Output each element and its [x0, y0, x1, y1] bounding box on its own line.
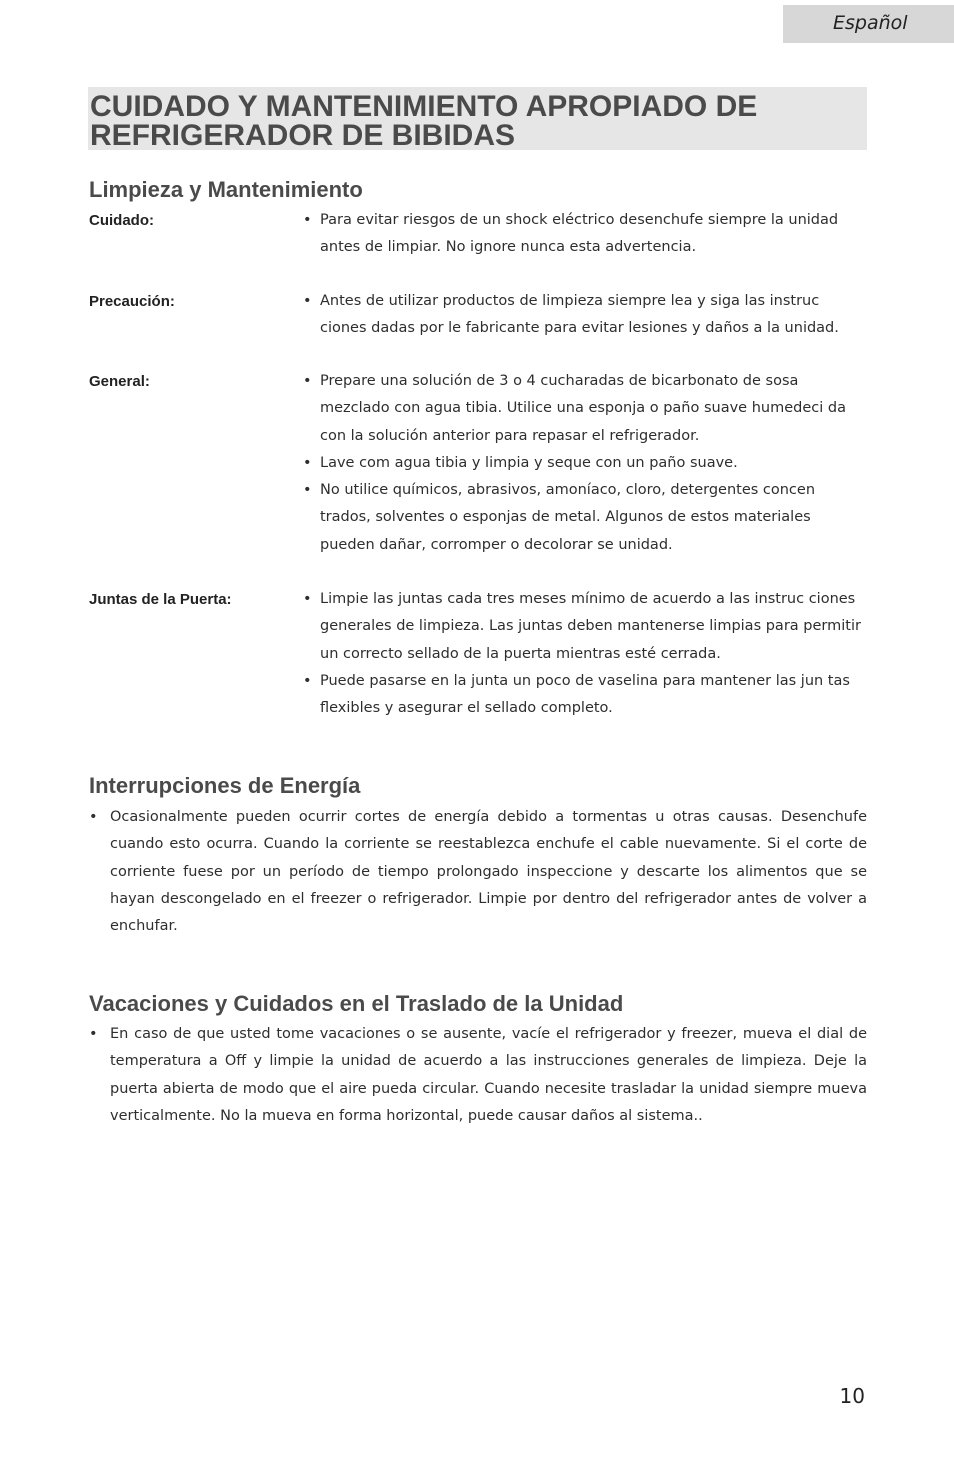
- power-paragraph: [89, 804, 867, 940]
- list-item: • Ocasionalmente pueden ocurrir cortes de energía debido a tormentas u otras causas. Desenchufe cuando esto ocurra. Cuando la corriente se reestablezca enchufe el cable nuevamente. Si el corte de corriente fuese por un período de tiempo prolongado inspeccione y descarte los alimentos que se hayan descongelado en el freezer o refrigerador. Limpie por dentro del refrigerador antes de volver a enchufar.: [89, 804, 867, 940]
- list-item: • Puede pasarse en la junta un poco de vaselina para mantener las jun tas flexibles y asegurar el sellado completo.: [303, 668, 863, 723]
- list-item: • Para evitar riesgos de un shock eléctrico desenchufe siempre la unidad antes de limpiar. No ignore nunca esta advertencia.: [303, 207, 863, 262]
- row-label-juntas: Juntas de la Puerta:: [89, 591, 232, 608]
- list-item: • Antes de utilizar productos de limpieza siempre lea y siga las instruc ciones dadas por le fabricante para evitar lesiones y daños a la unidad.: [303, 288, 863, 343]
- bullet-list-juntas: [303, 586, 863, 722]
- list-item: • No utilice químicos, abrasivos, amoníaco, cloro, detergentes concen trados, solventes o esponjas de metal. Algunos de estos materiales pueden dañar, corromper o decolorar se unidad.: [303, 477, 863, 559]
- list-item: • Lave com agua tibia y limpia y seque con un paño suave.: [303, 450, 863, 477]
- row-label-cuidado: Cuidado:: [89, 212, 154, 229]
- page-title: CUIDADO Y MANTENIMIENTO APROPIADO DE REFRIGERADOR DE BIBIDAS: [90, 90, 758, 152]
- list-item: • En caso de que usted tome vacaciones o se ausente, vacíe el refrigerador y freezer, mueva el dial de temperatura a Off y limpie la unidad de acuerdo a las instrucciones generales de limpieza. Deje la puerta abierta de modo que el aire pueda circular. Cuando necesite trasladar la unidad siempre mueva verticalmente. No la mueva en forma horizontal, puede causar daños al sistema..: [89, 1021, 867, 1130]
- bullet-list-general: [303, 368, 863, 559]
- list-item: • Prepare una solución de 3 o 4 cucharadas de bicarbonato de sosa mezclado con agua tibia. Utilice una esponja o paño suave humedeci da con la solución anterior para repasar el refrigerador.: [303, 368, 863, 450]
- vacation-paragraph: [89, 1021, 867, 1130]
- row-label-precaucion: Precaución:: [89, 293, 175, 310]
- row-label-general: General:: [89, 373, 150, 390]
- page-number: 10: [839, 1384, 865, 1408]
- bullet-list-precaucion: [303, 288, 863, 343]
- list-item: • Limpie las juntas cada tres meses mínimo de acuerdo a las instruc ciones generales de limpieza. Las juntas deben mantenerse limpias para permitir un correcto sellado de la puerta mientras esté cerrada.: [303, 586, 863, 668]
- language-tab: Español: [783, 5, 954, 43]
- section-heading-cleaning: Limpieza y Mantenimiento: [89, 177, 363, 202]
- section-heading-power: Interrupciones de Energía: [89, 773, 361, 798]
- bullet-list-cuidado: [303, 207, 863, 262]
- section-heading-vacation: Vacaciones y Cuidados en el Traslado de la Unidad: [89, 991, 624, 1016]
